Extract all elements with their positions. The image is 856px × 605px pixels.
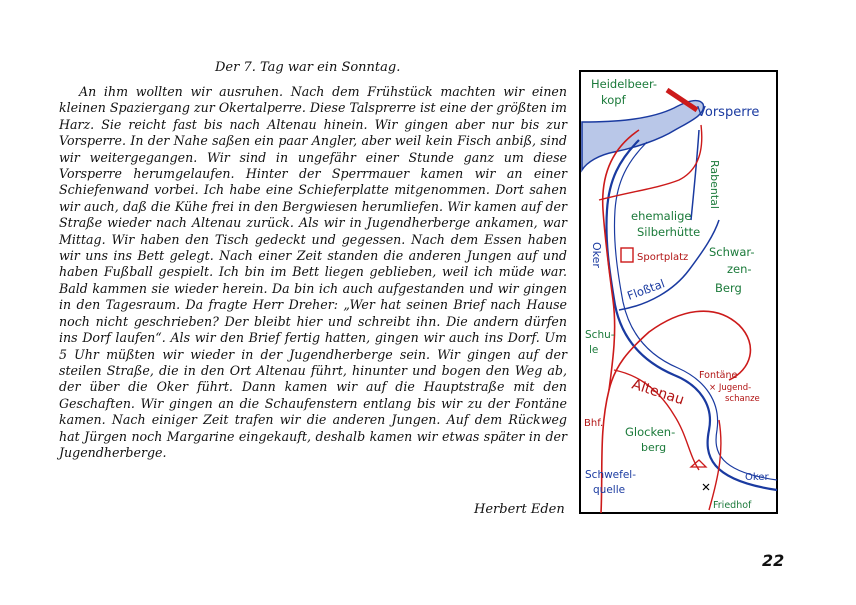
page-number: 22 — [762, 551, 785, 570]
label-schwarzenberg-1: Schwar- — [709, 245, 755, 259]
label-glockenberg-2: berg — [641, 441, 667, 454]
label-altenau: Altenau — [629, 376, 686, 409]
map-drawing — [579, 70, 778, 514]
label-flosstal: Floßtal — [625, 276, 667, 303]
label-oker-right: Oker — [745, 472, 769, 483]
label-schule-2: le — [589, 344, 599, 356]
label-schwarzenberg-3: Berg — [715, 281, 742, 295]
hand-drawn-map — [579, 70, 778, 514]
label-vorsperre: Vorsperre — [697, 105, 760, 120]
label-jugendschanze-2: schanze — [725, 394, 760, 404]
label-oker-left: Oker — [590, 242, 603, 268]
label-heidelbeerkopf-1: Heidelbeer- — [591, 77, 658, 91]
label-sportplatz: Sportplatz — [637, 252, 689, 263]
label-schwefelquelle-1: Schwefel- — [585, 469, 637, 481]
label-jugendschanze-1: × Jugend- — [709, 383, 752, 393]
story-paragraph: An ihm wollten wir ausruhen. Nach dem Frühstück machten wir einen kleinen Spaziergang zur Okertalperre. Diese Talsprerre ist eine der größten im Harz. Sie reicht fast bis nach Altenau hinein. Wir gingen aber nur bis zur Vorsperre. In der Nahe saßen ein paar Angler, aber weil kein Fisch anbiß, sind wir weitergegangen. Wir sind in ungefähr einer Stunde ganz um diese Vorsperre herumgelaufen. Hinter der Sperrmauer kamen wir an einer Schiefenwand vorbei. Ich habe eine Schieferplatte mitgenommen. Dort sahen wir auch, daß die Kühe frei in den Bergwiesen herumliefen. Wir kamen auf der Straße wieder nach Altenau zurück. Als wir in Jugendherberge ankamen, war Mittag. Wir haben den Tisch gedeckt und gegessen. Nach dem Essen haben wir uns ins Bett gelegt. Nach einer Zeit standen die anderen Jungen auf und haben Fußball gespielt. Ich bin im Bett liegen geblieben, weil ich müde war. Bald kammen sie wieder herein. Da bin ich auch aufgestanden und wir gingen in den Tagesraum. Da fragte Herr Dreher: „Wer hat seinen Brief nach Hause noch nicht geschrieben? Der bleibt hier und schreibt ihn. Die andern dürfen ins Dorf laufen“. Als wir den Brief fertig hatten, gingen wir auch ins Dorf. Um 5 Uhr müßten wir wieder in der Jugendherberge sein. Wir gingen auf der steilen Straße, die in den Ort Altenau führt, hinunter und bogen den Weg ab, der über die Oker führt. Dann kamen wir auf die Hauptstraße mit den Geschaften. Wir gingen an die Schaufenstern entlang bis wir zu der Fontäne kamen. Nach einiger Zeit trafen wir die anderen Jungen. Auf dem Rückweg hat Jürgen noch Margarine eingekauft, deshalb kamen wir etwas später in der Jugendherberge. — [59, 84, 567, 460]
label-schwefelquelle-2: quelle — [593, 484, 626, 496]
label-silberhuette-1: ehemalige — [631, 209, 692, 223]
page-heading: Der 7. Tag war ein Sonntag. — [215, 60, 401, 75]
label-glockenberg-1: Glocken- — [625, 425, 676, 439]
label-silberhuette-2: Silberhütte — [637, 225, 701, 239]
label-rabental: Rabental — [708, 160, 721, 209]
label-fontaene: Fontäne — [699, 370, 738, 381]
author-name: Herbert Eden — [474, 502, 565, 517]
label-bahnhof: Bhf. — [584, 418, 604, 429]
label-heidelbeerkopf-2: kopf — [601, 93, 626, 107]
label-schule-1: Schu- — [585, 329, 615, 341]
label-schwarzenberg-2: zen- — [727, 262, 752, 276]
label-friedhof: Friedhof — [713, 500, 752, 511]
